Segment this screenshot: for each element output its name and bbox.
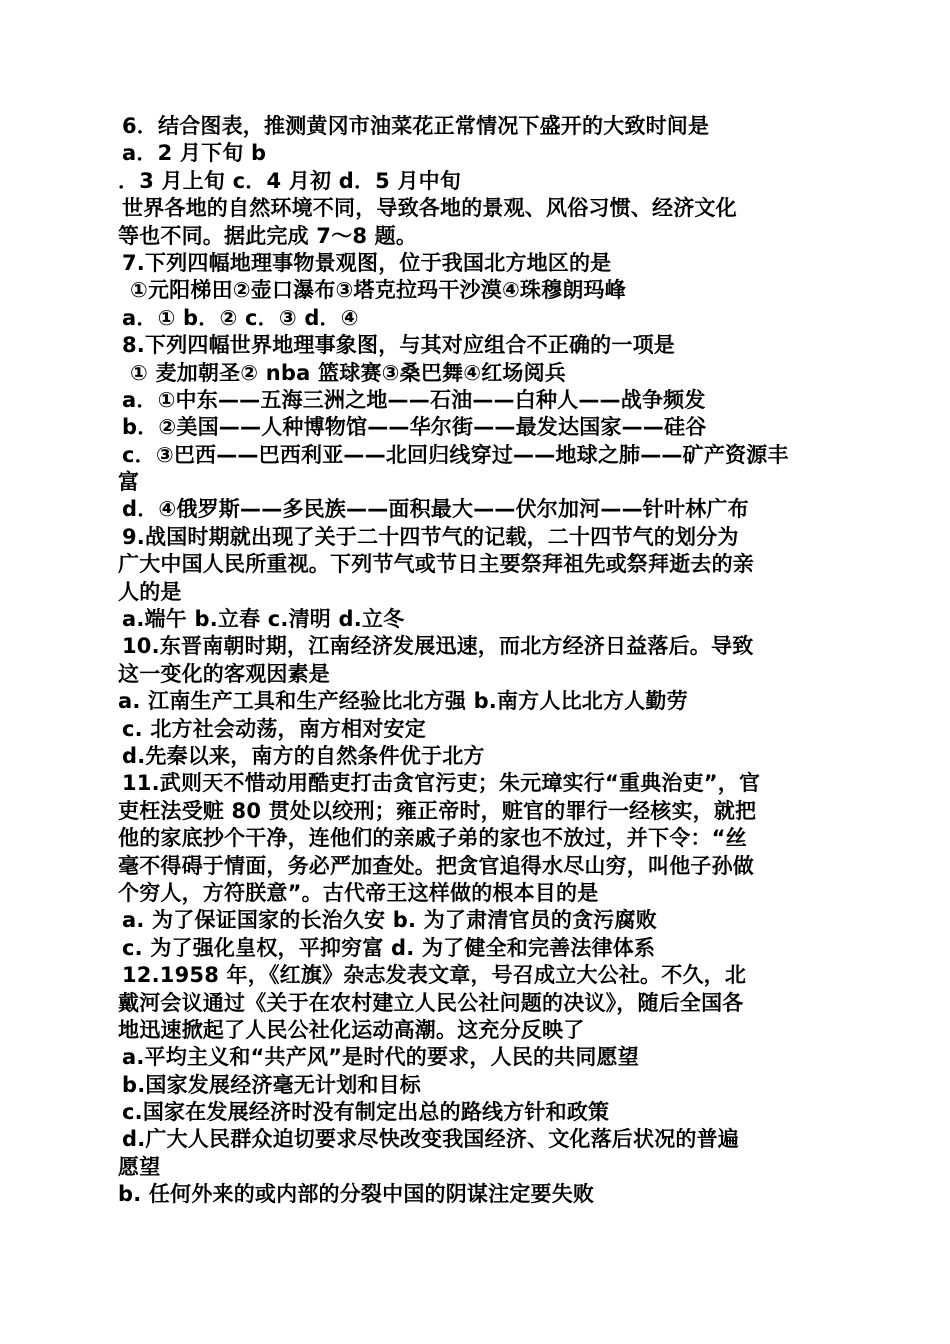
question-7-stem: 7.下列四幅地理事物景观图，位于我国北方地区的是	[122, 250, 612, 275]
question-9-stem-line-1: 9.战国时期就出现了关于二十四节气的记载，二十四节气的划分为	[122, 524, 739, 549]
question-7-items: ①元阳梯田②壶口瀑布③塔克拉玛干沙漠④珠穆朗玛峰	[130, 278, 626, 303]
question-10-stem-line-1: 10.东晋南朝时期，江南经济发展迅速，而北方经济日益落后。导致	[122, 634, 754, 659]
question-9-stem-line-2: 广大中国人民所重视。下列节气或节日主要祭拜祖先或祭拜逝去的亲	[118, 552, 754, 577]
question-8-option-d: d．④俄罗斯——多民族——面积最大——伏尔加河——针叶林广布	[122, 497, 749, 522]
question-12-stem-line-3: 地迅速掀起了人民公社化运动高潮。这充分反映了	[118, 1017, 585, 1042]
question-11-stem-line-3: 他的家底抄个干净，连他们的亲戚子弟的家也不放过，并下令：“丝	[118, 826, 747, 851]
question-12-stem-line-2: 戴河会议通过《关于在农村建立人民公社问题的决议》，随后全国各	[118, 990, 744, 1015]
question-11-stem-line-5: 个穷人，方符朕意”。古代帝王这样做的根本目的是	[118, 880, 599, 905]
question-12-option-d-line-1: d.广大人民群众迫切要求尽快改变我国经济、文化落后状况的普遍	[122, 1127, 740, 1152]
question-8-option-b: b．②美国——人种博物馆——华尔街——最发达国家——硅谷	[122, 415, 707, 440]
question-9-stem-line-3: 人的是	[118, 579, 182, 604]
passage-intro-line-2: 等也不同。据此完成 7～8 题。	[118, 223, 418, 248]
question-12-option-b: b.国家发展经济毫无计划和目标	[122, 1072, 422, 1097]
question-12-stem-line-1: 12.1958 年，《红旗》杂志发表文章，号召成立大公社。不久，北	[122, 963, 747, 988]
question-11-stem-line-4: 毫不得碍于情面，务必严加查处。把贪官追得水尽山穷，叫他子孙做	[118, 853, 754, 878]
question-10-option-d: d.先秦以来，南方的自然条件优于北方	[122, 743, 485, 768]
question-10-stem-line-2: 这一变化的客观因素是	[118, 661, 330, 686]
question-12-option-d-line-2: 愿望	[118, 1154, 161, 1179]
question-10-options-ab: a. 江南生产工具和生产经验比北方强 b.南方人比北方人勤劳	[118, 689, 688, 714]
question-11-stem-line-1: 11.武则天不惜动用酷吏打击贪官污吏；朱元璋实行“重典治吏”，官	[122, 771, 761, 796]
question-12-option-c: c.国家在发展经济时没有制定出总的路线方针和政策	[122, 1100, 610, 1125]
question-8-option-a: a．①中东——五海三洲之地——石油——白种人——战争频发	[122, 387, 706, 412]
question-10-option-c: c. 北方社会动荡，南方相对安定	[122, 716, 426, 741]
question-6-stem: 6．结合图表，推测黄冈市油菜花正常情况下盛开的大致时间是	[122, 114, 710, 138]
question-6-options-line-1: a．2 月下旬 b	[122, 141, 267, 166]
question-8-option-c-line-1: c．③巴西——巴西利亚——北回归线穿过——地球之肺——矿产资源丰	[122, 442, 789, 467]
question-6-options-line-2: ．3 月上旬 c．4 月初 d．5 月中旬	[118, 168, 462, 193]
question-8-option-c-line-2: 富	[118, 470, 140, 495]
question-7-options: a．① b．② c．③ d．④	[122, 305, 359, 330]
trailing-option-b: b. 任何外来的或内部的分裂中国的阴谋注定要失败	[118, 1182, 595, 1207]
passage-intro-line-1: 世界各地的自然环境不同，导致各地的景观、风俗习惯、经济文化	[122, 196, 737, 221]
question-11-options-cd: c. 为了强化皇权，平抑穷富 d. 为了健全和完善法律体系	[122, 935, 656, 960]
document-text	[118, 113, 838, 1209]
question-8-stem: 8.下列四幅世界地理事象图，与其对应组合不正确的一项是	[122, 333, 675, 358]
question-12-option-a: a.平均主义和“共产风”是时代的要求，人民的共同愿望	[122, 1045, 639, 1070]
question-11-stem-line-2: 吏枉法受赃 80 贯处以绞刑；雍正帝时，赃官的罪行一经核实，就把	[118, 798, 757, 823]
question-9-options: a.端午 b.立春 c.清明 d.立冬	[122, 607, 405, 632]
question-8-items: ① 麦加朝圣② nba 篮球赛③桑巴舞④红场阅兵	[130, 360, 567, 385]
question-11-options-ab: a. 为了保证国家的长治久安 b. 为了肃清官员的贪污腐败	[122, 908, 657, 933]
